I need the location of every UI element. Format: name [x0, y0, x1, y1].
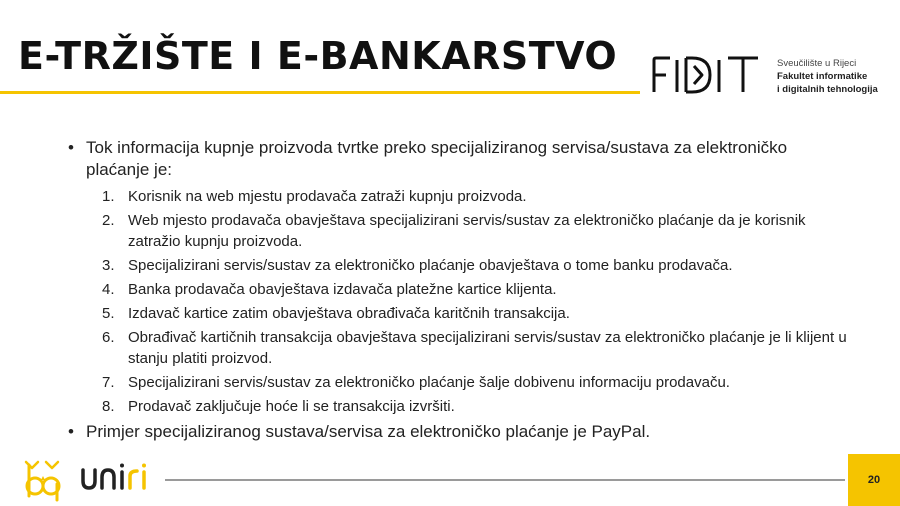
step-text: Specijalizirani servis/sustav za elektroničko plaćanje obavještava o tome banku prodavača.	[128, 257, 733, 274]
page-number: 20	[867, 474, 881, 486]
step-number: 4.	[102, 281, 115, 298]
step-text: Specijalizirani servis/sustav za elektroničko plaćanje šalje dobivenu informaciju prodavaču.	[128, 374, 730, 391]
step-text: Obrađivač kartičnih transakcija obavještava specijalizirani servis/sustav za elektroničko plaćanje je li klijent u stanju platiti proizvod.	[128, 329, 847, 367]
faculty-name-line2: i digitalnih tehnologija	[777, 84, 878, 95]
step-number: 5.	[102, 305, 115, 322]
step-item	[68, 303, 848, 324]
university-name: Sveučilište u Rijeci	[777, 58, 857, 69]
step-item	[68, 327, 848, 369]
step-item	[68, 279, 848, 300]
slide-title: E-TRŽIŠTE I E-BANKARSTVO	[18, 34, 618, 78]
step-text: Banka prodavača obavještava izdavača platežne kartice klijenta.	[128, 281, 557, 298]
step-number: 1.	[102, 188, 115, 205]
step-number: 3.	[102, 257, 115, 274]
page-number-badge	[848, 454, 900, 506]
owl-logo-icon	[18, 456, 66, 502]
uniri-logo-icon	[80, 462, 154, 492]
bullet-text: Tok informacija kupnje proizvoda tvrtke preko specijaliziranog servisa/sustava za elektroničko plaćanje je:	[86, 138, 788, 179]
step-text: Korisnik na web mjestu prodavača zatraži kupnju proizvoda.	[128, 188, 527, 205]
footer-rule	[165, 479, 845, 481]
bullet-dot: •	[68, 138, 74, 157]
faculty-name-line1: Fakultet informatike	[777, 71, 868, 82]
step-text: Izdavač kartice zatim obavještava obrađivača karitčnih transakcija.	[128, 305, 570, 322]
step-number: 8.	[102, 398, 115, 415]
bullet-dot: •	[68, 422, 74, 441]
title-underline	[0, 91, 640, 94]
slide-content	[68, 137, 848, 443]
step-text: Prodavač zaključuje hoće li se transakcija izvršiti.	[128, 398, 455, 415]
university-label	[777, 57, 897, 96]
step-text: Web mjesto prodavača obavještava specijalizirani servis/sustav za elektroničko plaćanje da je korisnik zatražio kupnju proizvoda.	[128, 212, 806, 250]
step-number: 2.	[102, 212, 115, 229]
step-item	[68, 186, 848, 207]
bullet-item	[68, 421, 848, 443]
bullet-text: Primjer specijaliziranog sustava/servisa za elektroničko plaćanje je PayPal.	[86, 422, 651, 441]
fidit-logo-icon	[650, 54, 762, 96]
numbered-steps-list	[68, 186, 848, 417]
step-number: 7.	[102, 374, 115, 391]
step-item	[68, 372, 848, 393]
step-number: 6.	[102, 329, 115, 346]
step-item	[68, 396, 848, 417]
step-item	[68, 210, 848, 252]
step-item	[68, 255, 848, 276]
bullet-item	[68, 137, 848, 181]
